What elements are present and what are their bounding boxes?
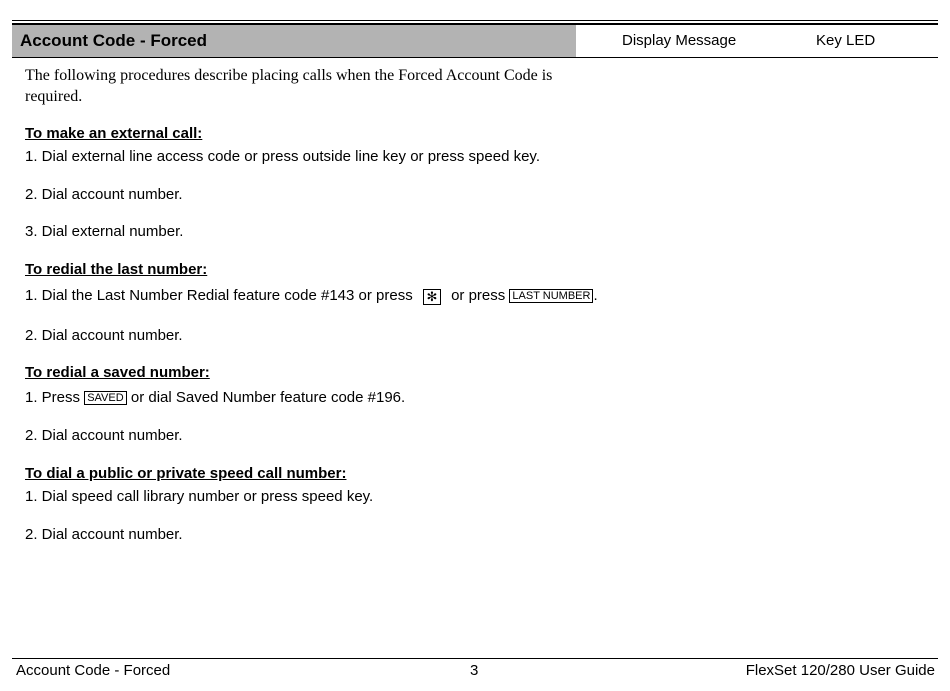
top-rule xyxy=(12,20,938,21)
saved-key-label: SAVED xyxy=(84,391,126,405)
step-text: 2. Dial account number. xyxy=(25,327,183,344)
last-number-key-label: LAST NUMBER xyxy=(509,289,593,303)
page-title: Account Code - Forced xyxy=(20,31,208,50)
section-heading-redial-last: To redial the last number: xyxy=(25,261,208,278)
section-heading-speed-call: To dial a public or private speed call number: xyxy=(25,465,347,482)
step-text: 2. Dial account number. xyxy=(25,427,183,444)
step-redial-last xyxy=(25,286,598,306)
step-text: or dial Saved Number feature code #196. xyxy=(130,389,406,406)
footer-rule xyxy=(12,658,938,659)
section-heading-redial-saved: To redial a saved number: xyxy=(25,364,210,381)
step-text: 1. Press xyxy=(25,389,81,406)
step-text: . xyxy=(593,287,598,304)
header-rule xyxy=(12,57,938,58)
intro-paragraph: The following procedures describe placing calls when the Forced Account Code is required. xyxy=(25,67,553,105)
step-text: 1. Dial external line access code or press outside line key or press speed key. xyxy=(25,148,540,165)
page-number: 3 xyxy=(470,662,479,679)
footer-section-title: Account Code - Forced xyxy=(16,662,171,679)
step-text: or press xyxy=(451,287,506,304)
footer-document-title: FlexSet 120/280 User Guide xyxy=(745,662,935,679)
step-text: 1. Dial speed call library number or press speed key. xyxy=(25,488,374,505)
section-heading-external-call: To make an external call: xyxy=(25,125,203,142)
step-text: 1. Dial the Last Number Redial feature code #143 or press xyxy=(25,287,413,304)
step-text: 2. Dial account number. xyxy=(25,526,183,543)
step-text: 2. Dial account number. xyxy=(25,186,183,203)
column-header-key-led: Key LED xyxy=(816,32,876,49)
step-text: 3. Dial external number. xyxy=(25,223,184,240)
column-header-display-message: Display Message xyxy=(622,32,737,49)
star-key-icon: ✻ xyxy=(423,289,441,305)
step-redial-saved xyxy=(25,388,405,408)
